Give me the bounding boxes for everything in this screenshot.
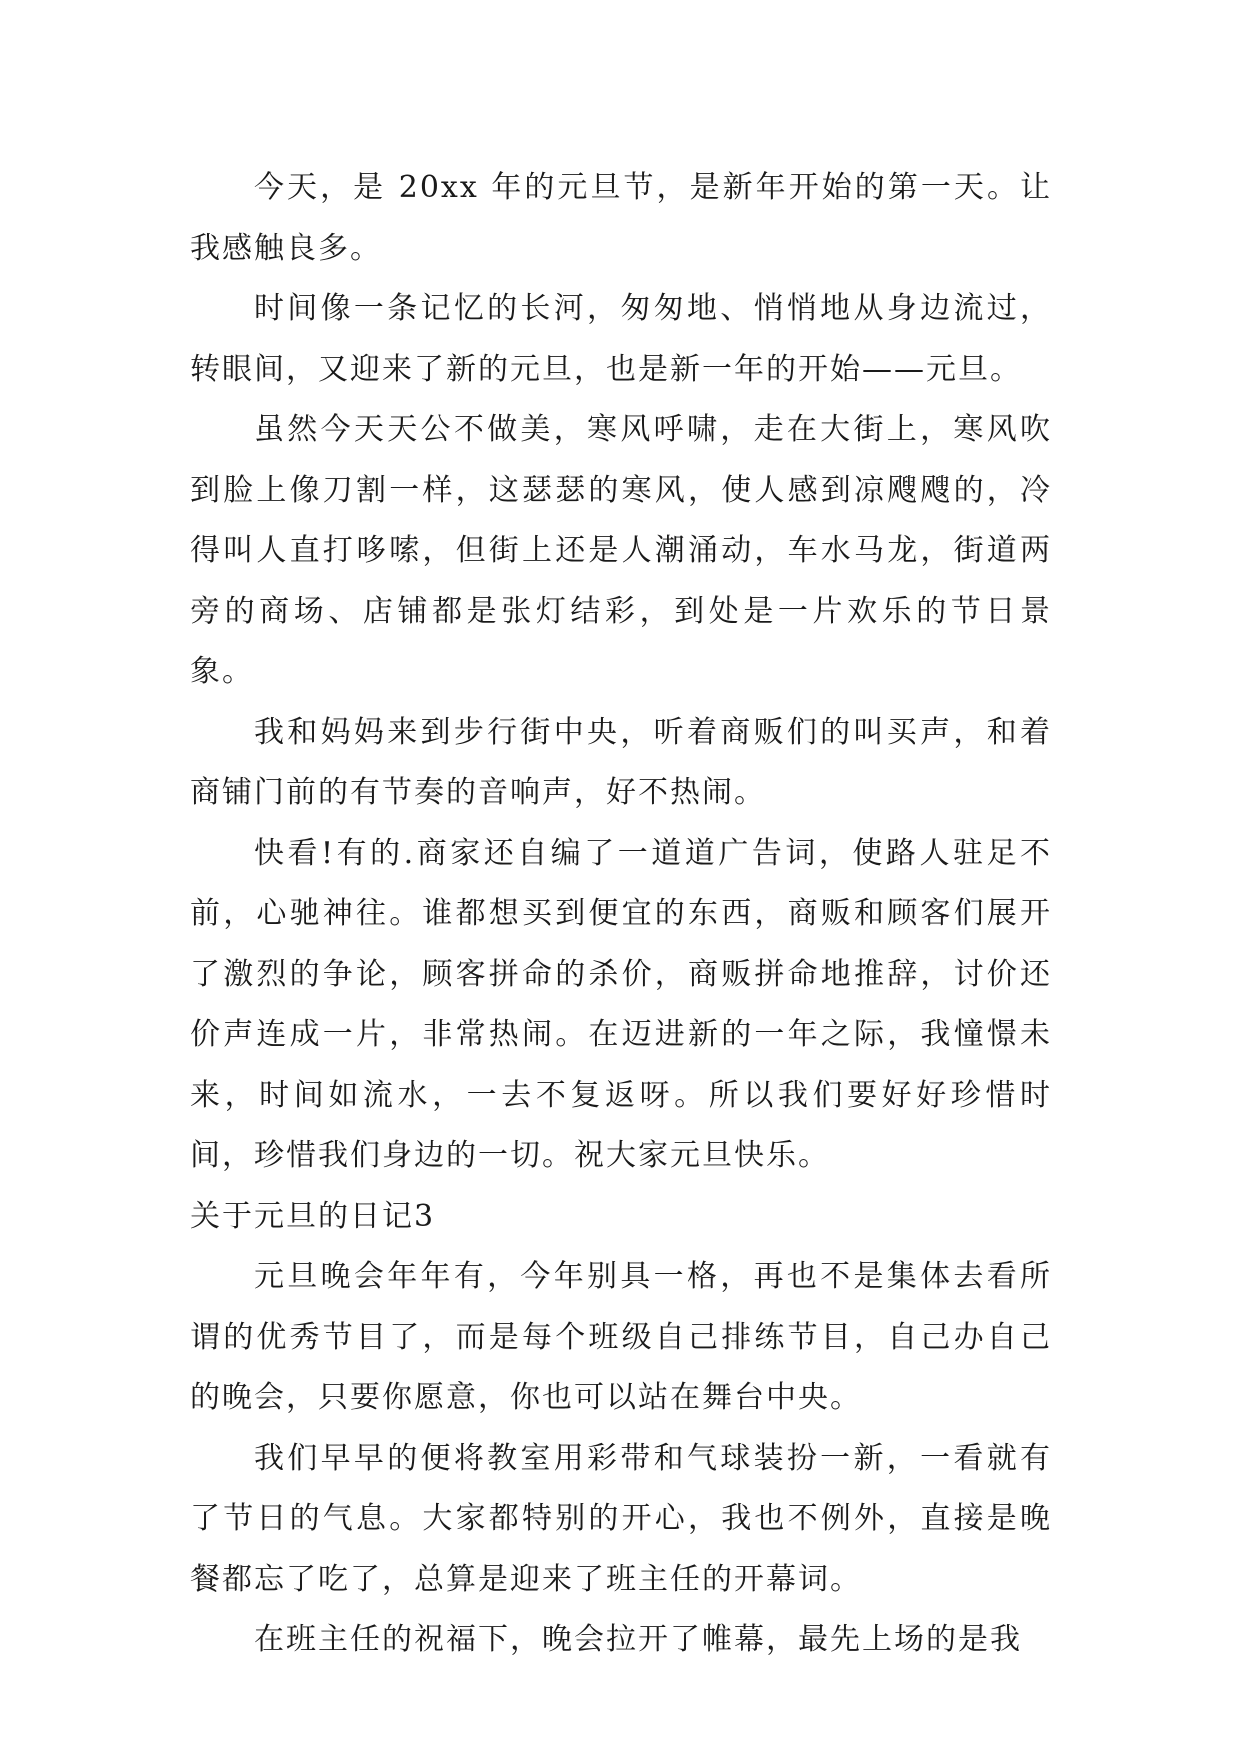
paragraph: 快看!有的.商家还自编了一道道广告词，使路人驻足不前，心驰神往。谁都想买到便宜的东西，商贩和顾客们展开了激烈的争论，顾客拼命的杀价，商贩拼命地推辞，讨价还价声连成一片，非常热闹。在迈进新的一年之际，我憧憬未来，时间如流水，一去不复返呀。所以我们要好好珍惜时间，珍惜我们身边的一切。祝大家元旦快乐。 (190, 835, 1052, 1173)
paragraph: 我们早早的便将教室用彩带和气球装扮一新，一看就有了节日的气息。大家都特别的开心，我也不例外，直接是晚餐都忘了吃了，总算是迎来了班主任的开幕词。 (190, 1440, 1052, 1597)
paragraph: 虽然今天天公不做美，寒风呼啸，走在大街上，寒风吹到脸上像刀割一样，这瑟瑟的寒风，使人感到凉飕飕的，冷得叫人直打哆嗦，但街上还是人潮涌动，车水马龙，街道两旁的商场、店铺都是张灯结彩，到处是一片欢乐的节日景象。 (190, 412, 1052, 689)
paragraph: 时间像一条记忆的长河，匆匆地、悄悄地从身边流过，转眼间，又迎来了新的元旦，也是新一年的开始——元旦。 (190, 291, 1052, 387)
document-body (190, 158, 1052, 1671)
paragraph: 在班主任的祝福下，晚会拉开了帷幕，最先上场的是我 (254, 1622, 1022, 1657)
paragraph: 今天，是 20xx 年的元旦节，是新年开始的第一天。让我感触良多。 (190, 170, 1052, 266)
paragraph: 我和妈妈来到步行街中央，听着商贩们的叫买声，和着商铺门前的有节奏的音响声，好不热闹。 (190, 714, 1052, 810)
section-heading: 关于元旦的日记3 (190, 1198, 436, 1234)
paragraph: 元旦晚会年年有，今年别具一格，再也不是集体去看所谓的优秀节目了，而是每个班级自己排练节目，自己办自己的晚会，只要你愿意，你也可以站在舞台中央。 (190, 1259, 1052, 1415)
